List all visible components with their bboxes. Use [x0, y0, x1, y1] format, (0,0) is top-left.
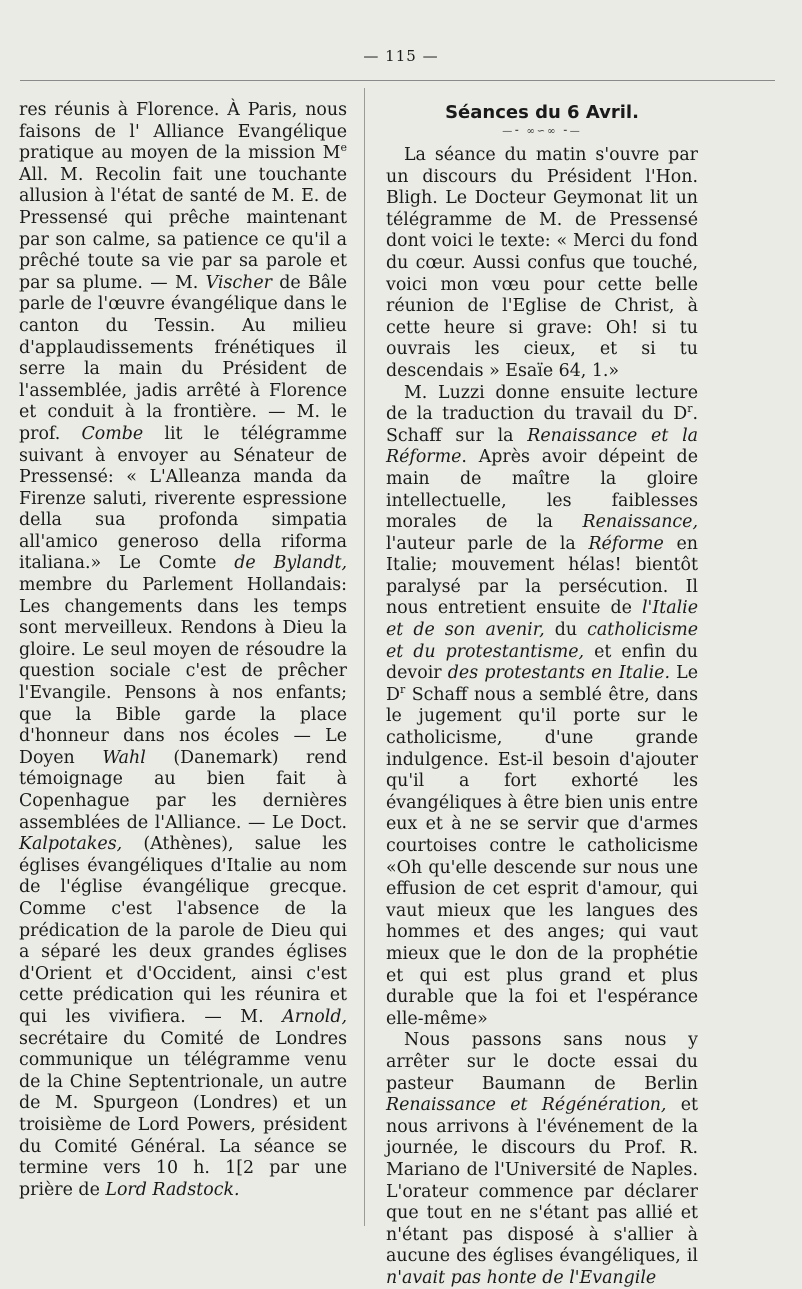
left-paragraph: res réunis à Florence. À Paris, nous faisons de l' Alliance Evangélique pratique au moyen de la mission Me All. M. Recolin fait une touchante allusion à l'état de santé de M. E. de Pressensé qui prêche maintenant par son calme, sa patience ce qu'il a prêché toute sa vie par sa parole et par sa plume. — M. Vischer de Bâle parle de l'œuvre évangélique dans le canton du Tessin. Au milieu d'applaudissements frénétiques il serre la main du Président de l'assemblée, jadis arrêté à Florence et conduit à la frontière. — M. le prof. Combe lit le télégramme suivant à envoyer au Sénateur de Pressensé: « L'Alleanza manda da Firenze saluti, riverente espressione della sua profonda simpatia all'amico generoso della riforma italiana.» Le Comte de Bylandt, membre du Parlement Hollandais: Les changements dans les temps sont merveilleux. Rendons à Dieu la gloire. Le seul moyen de résoudre la question sociale c'est de prêcher l'Evangile. Pensons à nos enfants; que la Bible garde la place d'honneur dans nos écoles — Le Doyen Wahl (Danemark) rend témoignage au bien fait à Copenhague par les dernières assemblées de l'Alliance. — Le Doct. Kalpotakes, (Athènes), salue les églises évangéliques d'Italie au nom de l'église évangélique grecque. Comme c'est l'absence de la prédication de la parole de Dieu qui a séparé les deux grandes églises d'Orient et d'Occident, ainsi c'est cette prédication qui les réunira et qui les vivifiera. — M. Arnold, secrétaire du Comité de Londres communique un télégramme venu de la Chine Septentrionale, un autre de M. Spurgeon (Londres) et un troisième de Lord Powers, président du Comité Général. La séance se termine vers 10 h. 1[2 par une prière de Lord Radstock. [19, 100, 347, 1200]
page-number: — 115 — [363, 47, 439, 65]
paragraph-1: La séance du matin s'ouvre par un discours du Président l'Hon. Bligh. Le Docteur Geymonat lit un télégramme de M. de Pressensé dont voici le texte: « Merci du fond du cœur. Aussi confus que touché, voici mon vœu pour cette belle réunion de l'Eglise de Christ, à cette heure si grave: Oh! si tu ouvrais les cieux, et si tu descendais » Esaïe 64, 1.» [386, 145, 698, 381]
paragraph-2: M. Luzzi donne ensuite lecture de la traduction du travail du $D^r$. Schaff sur la Renaissance et la Réforme. Après avoir dépeint de main de maître la gloire intellectuelle, les faiblesses morales de la Renaissance, l'auteur parle de la Réforme en Italie; mouvement hélas! bientôt paralysé par la persécution. Il nous entretient ensuite de l'Italie et de son avenir, du catholicisme et du protestantisme, et enfin du devoir des protestants en Italie. Le $D^r$ Schaff nous a semblé être, dans le jugement qu'il porte sur le catholicisme, d'une grande indulgence. Est-il besoin d'ajouter qu'il a fort exhorté les évangéliques à être bien unis entre eux et à ne se servir que d'armes courtoises contre le catholicisme «Oh qu'elle descende sur nous une effusion de cet esprit d'amour, qui vaut mieux que les langues des hommes et des anges; qui vaut mieux que le don de la prophétie et qui est plus grand et plus durable que la foi et l'espérance elle-même» [386, 382, 699, 1029]
paragraph-3: Nous passons sans nous y arrêter sur le docte essai du pasteur Baumann de Berlin Renaissance et Régénération, et nous arrivons à l'événement de la journée, le discours du Prof. R. Mariano de l'Université de Naples. L'orateur commence par déclarer que tout en ne s'étant pas allié et n'étant pas disposé à s'allier à aucune des églises évangéliques, il n'avait pas honte de l'Evangile [386, 1030, 698, 1288]
right-column [386, 100, 698, 1289]
column-divider [364, 88, 365, 1226]
header-rule [20, 80, 775, 81]
ornament-divider: —⁃ ∞∽∞ ⁃— [502, 126, 582, 137]
left-column [19, 100, 347, 1201]
section-heading: Séances du 6 Avril. [445, 102, 639, 123]
